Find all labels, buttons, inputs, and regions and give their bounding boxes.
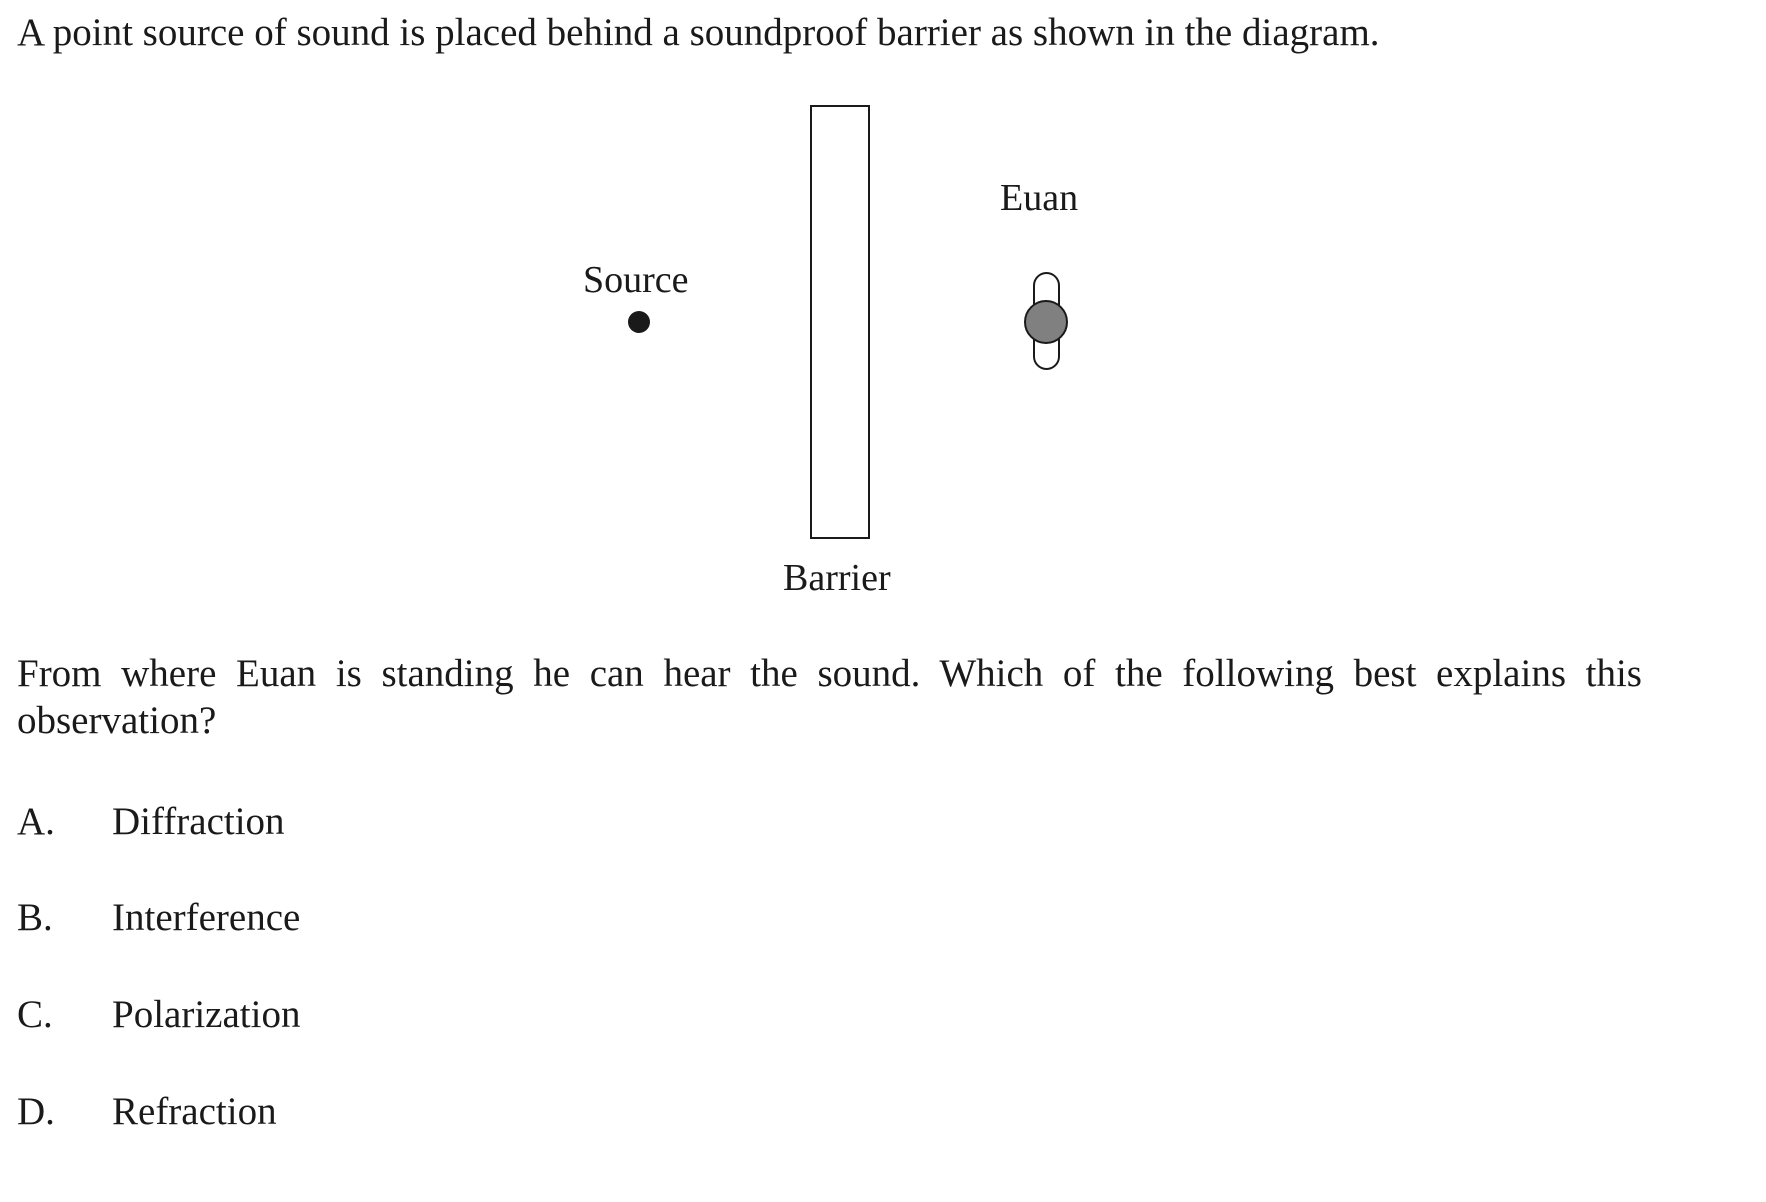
question-prompt: From where Euan is standing he can hear the sound. Which of the following best explains this observation? — [17, 652, 1642, 742]
option-d[interactable] — [17, 1088, 277, 1135]
option-text: Refraction — [112, 1090, 277, 1133]
option-letter: C. — [17, 993, 53, 1036]
option-letter: B. — [17, 896, 53, 939]
barrier-label: Barrier — [783, 557, 891, 599]
option-letter: D. — [17, 1090, 55, 1133]
option-c[interactable] — [17, 991, 300, 1038]
option-text: Diffraction — [112, 800, 285, 843]
question-intro: A point source of sound is placed behind a soundproof barrier as shown in the diagram. — [17, 11, 1380, 54]
option-a[interactable] — [17, 798, 285, 845]
observer-head — [1025, 301, 1067, 343]
barrier — [811, 106, 869, 538]
observer-euan-icon — [1025, 273, 1067, 369]
source-label: Source — [583, 259, 689, 301]
observer-label: Euan — [1000, 177, 1079, 219]
option-letter: A. — [17, 800, 55, 843]
option-text: Polarization — [112, 993, 301, 1036]
source-point — [628, 311, 650, 333]
option-b[interactable] — [17, 894, 300, 941]
option-text: Interference — [112, 896, 301, 939]
